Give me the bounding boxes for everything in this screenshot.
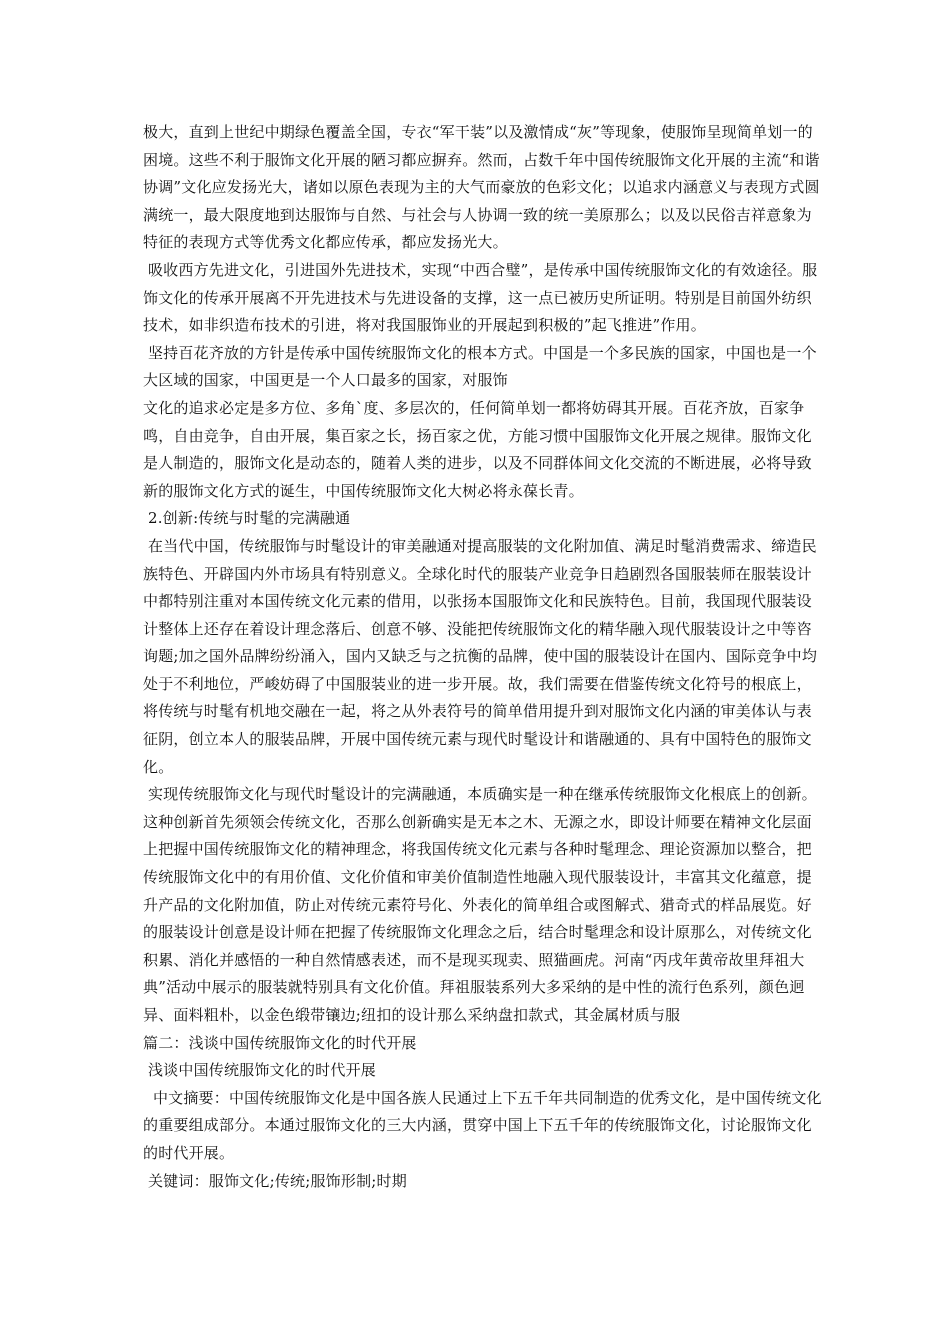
body-paragraph: 极大，直到上世纪中期绿色覆盖全国，专衣“军干装”以及激情成“灰”等现象，使服饰呈现简单划一的困境。这些不利于服饰文化开展的陋习都应摒弃。然而，占数千年中国传统服饰文化开展的主流“和谐协调”文化应发扬光大，诸如以原色表现为主的大气而豪放的色彩文化；以追求内涵意义与表现方式圆满统一，最大限度地到达服饰与自然、与社会与人协调一致的统一美原那么；以及以民俗吉祥意象为特征的表现方式等优秀文化都应传承，都应发扬光大。: [143, 123, 820, 252]
body-paragraph: 坚持百花齐放的方针是传承中国传统服饰文化的根本方式。中国是一个多民族的国家，中国也是一个大区域的国家，中国更是一个人口最多的国家，对服饰: [143, 343, 817, 390]
body-paragraph: 在当代中国，传统服饰与时髦设计的审美融通对提高服装的文化附加值、满足时髦消费需求、缔造民族特色、开辟国内外市场具有特别意义。全球化时代的服装产业竞争日趋剧烈各国服装师在服装设计中都特别注重对本国传统文化元素的借用，以张扬本国服饰文化和民族特色。目前，我国现代服装设计整体上还存在着设计理念落后、创意不够、没能把传统服饰文化的精华融入现代服装设计之中等咨询题;加之国外品牌纷纷涌入，国内又缺乏与之抗衡的品牌，使中国的服装设计在国内、国际竞争中均处于不利地位，严峻妨碍了中国服装业的进一步开展。故，我们需要在借鉴传统文化符号的根底上，将传统与时髦有机地交融在一起，将之从外表符号的简单借用提升到对服饰文化内涵的审美体认与表征阴，创立本人的服装品牌，开展中国传统元素与现代时髦设计和谐融通的、具有中国特色的服饰文化。: [143, 536, 818, 776]
article-subtitle: 浅谈中国传统服饰文化的时代开展: [143, 1061, 376, 1080]
keywords-line: 关键词：服饰文化;传统;服饰形制;时期: [143, 1171, 407, 1190]
section-heading: 2.创新:传统与时髦的完满融通: [143, 509, 351, 528]
body-paragraph: 文化的追求必定是多方位、多角`度、多层次的，任何简单划一都将妨碍其开展。百花齐放，百家争鸣，自由竞争，自由开展，集百家之长，扬百家之优，方能习惯中国服饰文化开展之规律。服饰文化是人制造的，服饰文化是动态的，随着人类的进步，以及不同群体间文化交流的不断进展，必将导致新的服饰文化方式的诞生，中国传统服饰文化大树必将永葆长青。: [143, 398, 812, 500]
document-page: [143, 119, 823, 1195]
abstract-paragraph: 中文摘要：中国传统服饰文化是中国各族人民通过上下五千年共同制造的优秀文化，是中国传统文化的重要组成部分。本通过服饰文化的三大内涵，贯穿中国上下五千年的传统服饰文化，讨论服饰文化的时代开展。: [143, 1088, 822, 1162]
article-title: 篇二：浅谈中国传统服饰文化的时代开展: [143, 1033, 417, 1052]
body-paragraph: 实现传统服饰文化与现代时髦设计的完满融通，本质确实是一种在继承传统服饰文化根底上的创新。这种创新首先须领会传统文化，否那么创新确实是无本之木、无源之水，即设计师要在精神文化层面上把握中国传统服饰文化的精神理念，将我国传统文化元素与各种时髦理念、理论资源加以整合，把传统服饰文化中的有用价值、文化价值和审美价值制造性地融入现代服装设计，丰富其文化蕴意，提升产品的文化附加值，防止对传统元素符号化、外表化的简单组合或图解式、猎奇式的样品展览。好的服装设计创意是设计师在把握了传统服饰文化理念之后，结合时髦理念和设计原那么，对传统文化积累、消化并感悟的一种自然情感表述，而不是现买现卖、照猫画虎。河南“丙戌年黄帝故里拜祖大典”活动中展示的服装就特别具有文化价值。拜祖服装系列大多采纳的是中性的流行色系列，颜色迥异、面料粗朴，以金色缎带镶边;纽扣的设计那么采纳盘扣款式，其金属材质与服: [143, 785, 817, 1024]
body-paragraph: 吸收西方先进文化，引进国外先进技术，实现“中西合璧”，是传承中国传统服饰文化的有效途径。服饰文化的传承开展离不开先进技术与先进设备的支撑，这一点已被历史所证明。特别是目前国外纺织技术，如非织造布技术的引进，将对我国服饰业的开展起到积极的”起飞推进”作用。: [143, 260, 818, 335]
